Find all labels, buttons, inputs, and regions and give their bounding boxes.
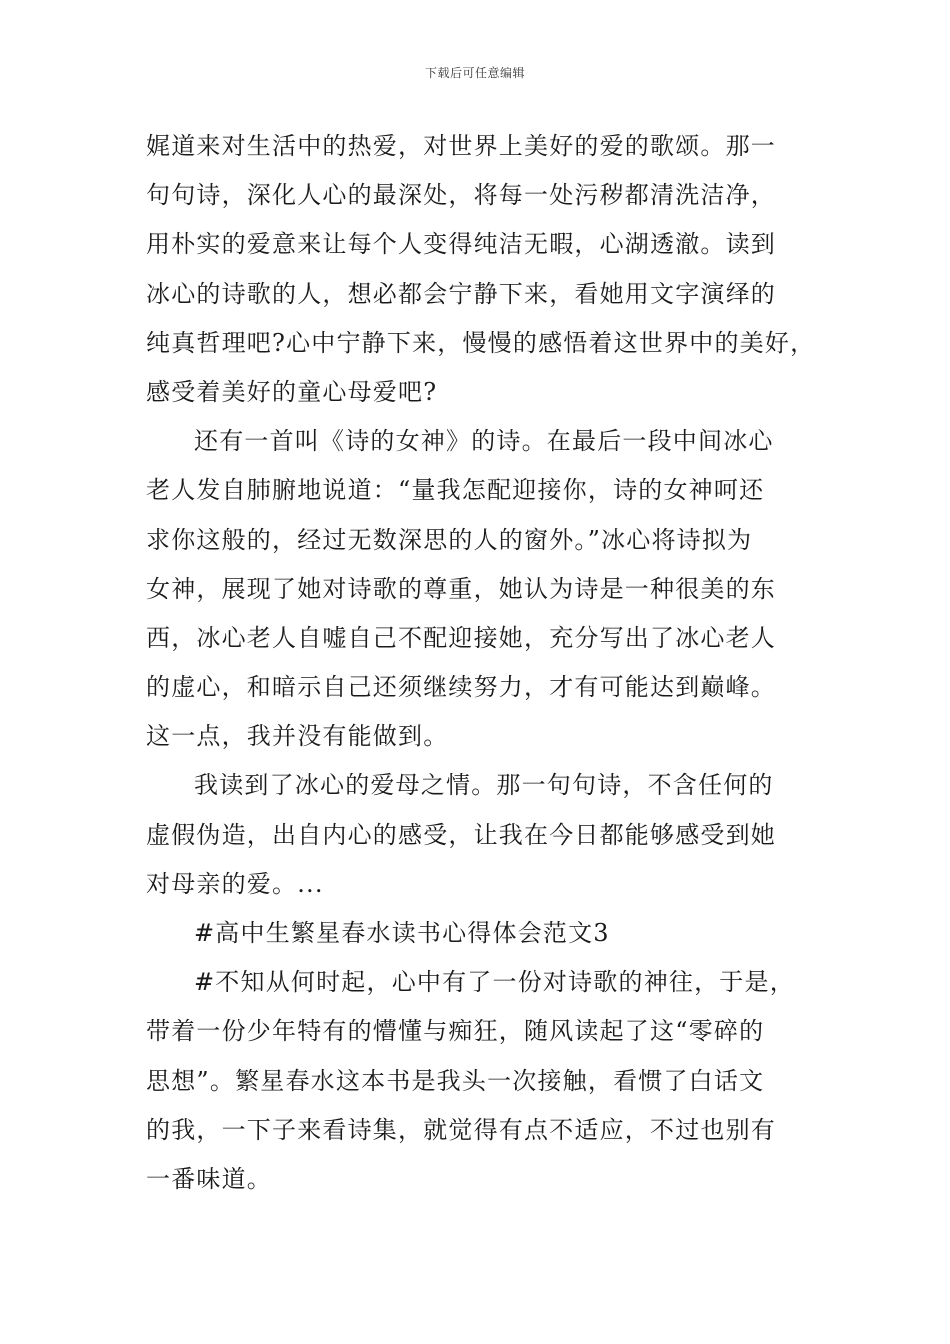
text-line: 老人发自肺腑地说道：“量我怎配迎接你，诗的女神呵还 [146,476,765,505]
text-line: 娓道来对生活中的热爱，对世界上美好的爱的歌颂。那一 [146,132,776,160]
text-line: 这一点，我并没有能做到。 [146,722,449,751]
text-line: 对母亲的爱。... [146,869,324,898]
page-header: 下载后可任意编辑 [424,66,525,80]
text-line: 虚假伪造，出自内心的感受，让我在今日都能够感受到她 [146,820,776,849]
text-line: 一番味道。 [146,1164,272,1193]
text-line: 的虚心，和暗示自己还须继续努力，才有可能达到巅峰。 [146,673,776,702]
text-line: 感受着美好的童心母爱吧? [146,377,438,406]
text-line: 用朴实的爱意来让每个人变得纯洁无暇，心湖透澈。读到 [146,230,776,259]
paragraph-first-line: #不知从何时起，心中有了一份对诗歌的神往，于是， [194,968,795,997]
text-line: 女神，展现了她对诗歌的尊重，她认为诗是一种很美的东 [146,574,776,603]
text-line: 冰心的诗歌的人，想必都会宁静下来，看她用文字演绎的 [146,279,776,308]
text-line: 纯真哲理吧?心中宁静下来，慢慢的感悟着这世界中的美好， [146,328,816,357]
text-line: 西，冰心老人自嘘自己不配迎接她，充分写出了冰心老人 [146,623,776,652]
text-line: 句句诗，深化人心的最深处，将每一处污秽都清洗洁净， [146,181,776,210]
section-heading: #高中生繁星春水读书心得体会范文3 [194,919,610,947]
text-line: 带着一份少年特有的懵懂与痴狂，随风读起了这“零碎的 [146,1017,765,1046]
text-line: 思想”。繁星春水这本书是我头一次接触，看惯了白话文 [146,1066,765,1095]
paragraph-first-line: 还有一首叫《诗的女神》的诗。在最后一段中间冰心 [194,427,774,456]
text-line: 的我，一下子来看诗集，就觉得有点不适应，不过也别有 [146,1115,776,1144]
document-body [146,126,818,1208]
paragraph-first-line: 我读到了冰心的爱母之情。那一句句诗，不含任何的 [194,771,774,800]
text-line: 求你这般的，经过无数深思的人的窗外。”冰心将诗拟为 [146,525,753,554]
